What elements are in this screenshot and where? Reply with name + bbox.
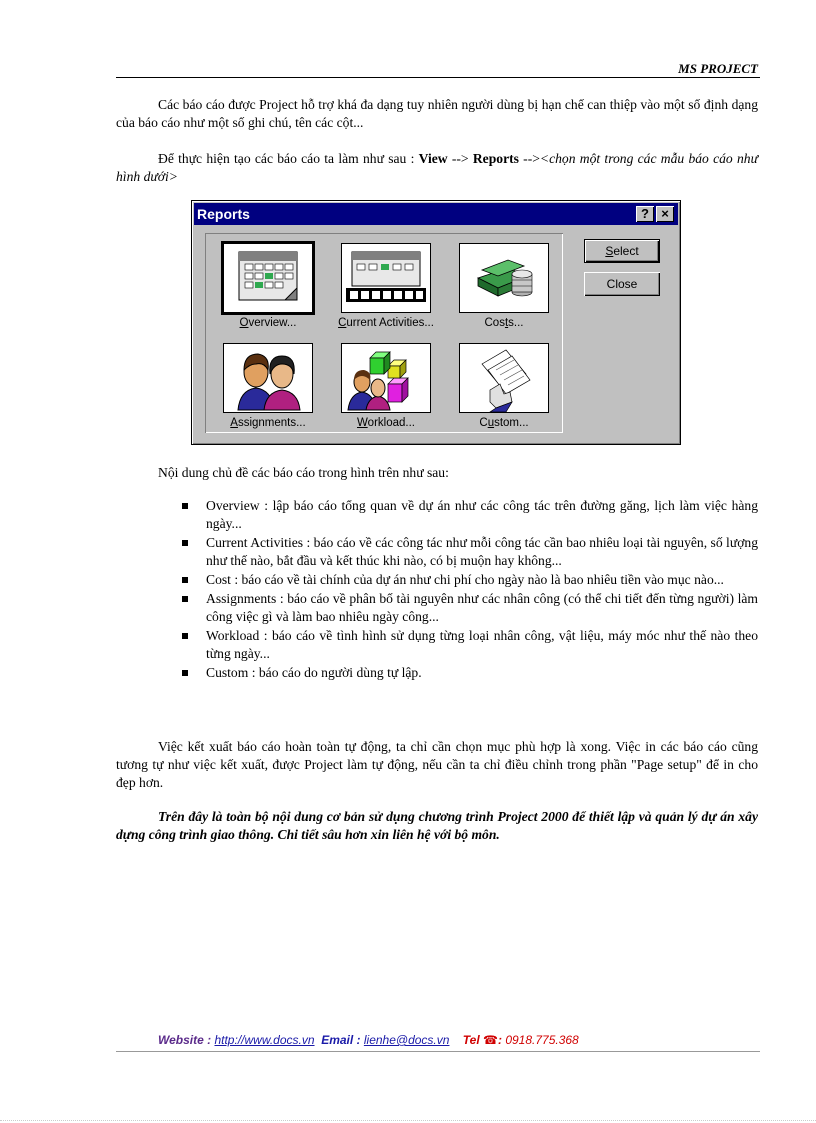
bullet-square-icon: [182, 596, 188, 602]
list-item: [180, 571, 758, 589]
bullet-square-icon: [182, 633, 188, 639]
label-part: C: [479, 417, 488, 429]
label-part: orkload...: [367, 417, 415, 429]
list-item-text: Current Activities : báo cáo về các công tác như mỗi công tác cần bao nhiêu loại tài nguyên, số lượng như thế nào, bắt đầu và kết thúc khi nào, có bị muộn hay không...: [206, 535, 758, 568]
list-item: [180, 590, 758, 626]
close-button[interactable]: Close: [584, 272, 660, 296]
overview-calendar-icon: [221, 241, 315, 315]
tile-costs[interactable]: [445, 237, 563, 333]
bullet-square-icon: [182, 577, 188, 583]
howto-paragraph: [116, 150, 758, 186]
footer-website-label: Website :: [158, 1033, 215, 1047]
list-item: [180, 627, 758, 663]
footer-tel-label: Tel ☎:: [462, 1033, 506, 1047]
bullet-square-icon: [182, 670, 188, 676]
label-part: urrent Activities...: [346, 317, 434, 329]
label-part: verview...: [248, 317, 297, 329]
label-part: ssignments...: [237, 417, 306, 429]
reports-dialog: [191, 200, 681, 445]
tile-workload[interactable]: [327, 337, 445, 433]
tile-custom-label: [445, 417, 563, 429]
bullet-square-icon: [182, 540, 188, 546]
report-categories-pane: [205, 233, 563, 433]
label-accel: C: [338, 317, 347, 329]
label-part: Cos: [484, 317, 505, 329]
conclusion-paragraph: Trên đây là toàn bộ nội dung cơ bản sử dụng chương trình Project 2000 để thiết lập và quản lý dự án xây dựng công trình giao thông. Chi tiết sâu hơn xin liên hệ với bộ môn.: [116, 809, 758, 842]
list-item-text: Custom : báo cáo do người dùng tự lập.: [206, 665, 422, 680]
label-accel: u: [487, 417, 495, 429]
close-x-button[interactable]: ×: [656, 206, 674, 222]
label-accel: O: [239, 317, 249, 329]
page-footer: [158, 1033, 579, 1047]
tile-current-activities[interactable]: [327, 237, 445, 333]
select-accel: S: [605, 244, 614, 258]
page-bottom-border: [0, 1120, 816, 1121]
list-item-text: Assignments : báo cáo về phân bố tài nguyên như các nhân công (có thể chi tiết đến từng người) làm công việc gì và làm bao nhiêu ngày công...: [206, 591, 758, 624]
label-accel: t: [504, 317, 509, 329]
select-label: elect: [613, 244, 639, 258]
tile-custom[interactable]: [445, 337, 563, 433]
list-item: [180, 664, 758, 682]
label-accel: W: [357, 417, 368, 429]
custom-hand-document-icon: [459, 343, 549, 413]
tile-current-activities-label: [327, 317, 445, 329]
header-title: MS PROJECT: [678, 61, 758, 76]
help-button[interactable]: ?: [636, 206, 654, 222]
tile-assignments[interactable]: [209, 337, 327, 433]
howto-prefix: Để thực hiện tạo các báo cáo ta làm như sau :: [158, 151, 419, 166]
howto-arrow-2: -->: [518, 151, 540, 166]
list-item-text: Workload : báo cáo về tình hình sử dụng từng loại nhân công, vật liệu, máy móc như thế nào theo từng ngày...: [206, 628, 758, 661]
footer-email-link[interactable]: lienhe@docs.vn: [363, 1033, 450, 1047]
tile-overview[interactable]: [209, 237, 327, 333]
tile-assignments-label: [209, 417, 327, 429]
howto-view: View: [418, 151, 448, 166]
tile-workload-label: [327, 417, 445, 429]
bullet-square-icon: [182, 503, 188, 509]
list-item: [180, 497, 758, 533]
howto-choose: <chọn một trong các mẫu báo cáo như hình dưới>: [116, 151, 758, 184]
workload-blocks-icon: [341, 343, 431, 413]
tile-costs-label: [445, 317, 563, 329]
footer-website-link[interactable]: http://www.docs.vn: [214, 1033, 315, 1047]
report-types-list: [180, 497, 758, 683]
label-part: s...: [508, 317, 524, 329]
dialog-titlebar: [194, 203, 678, 225]
list-item: [180, 534, 758, 570]
footer-email-label: Email :: [321, 1033, 364, 1047]
tile-overview-label: [209, 317, 327, 329]
howto-reports: Reports: [472, 151, 519, 166]
list-item-text: Cost : báo cáo về tài chính của dự án như chi phí cho ngày nào là bao nhiêu tiền vào mục nào...: [206, 572, 724, 587]
costs-money-icon: [459, 243, 549, 313]
current-activities-icon: [341, 243, 431, 313]
header-rule: [116, 77, 760, 78]
assignments-people-icon: [223, 343, 313, 413]
label-part: stom...: [494, 417, 529, 429]
label-accel: A: [230, 417, 238, 429]
content-intro-paragraph: Nội dung chủ đề các báo cáo trong hình trên như sau:: [158, 465, 449, 480]
export-paragraph: Việc kết xuất báo cáo hoàn toàn tự động, ta chỉ cần chọn mục phù hợp là xong. Việc in các báo cáo cũng tương tự như việc kết xuất, được Project làm tự động, nếu cần ta chỉ điều chỉnh trong phần "Page setup" để in cho đẹp hơn.: [116, 739, 758, 790]
intro-paragraph: Các báo cáo được Project hỗ trợ khá đa dạng tuy nhiên người dùng bị hạn chế can thiệp vào một số định dạng của báo cáo như một số ghi chú, tên các cột...: [116, 97, 758, 130]
select-button[interactable]: [584, 239, 660, 263]
footer-phone: 0918.775.368: [505, 1033, 579, 1047]
footer-rule: [116, 1051, 760, 1052]
howto-arrow-1: -->: [447, 151, 473, 166]
dialog-title: Reports: [197, 206, 250, 222]
list-item-text: Overview : lập báo cáo tổng quan về dự án như các công tác trên đường găng, lịch làm việc hàng ngày...: [206, 498, 758, 531]
